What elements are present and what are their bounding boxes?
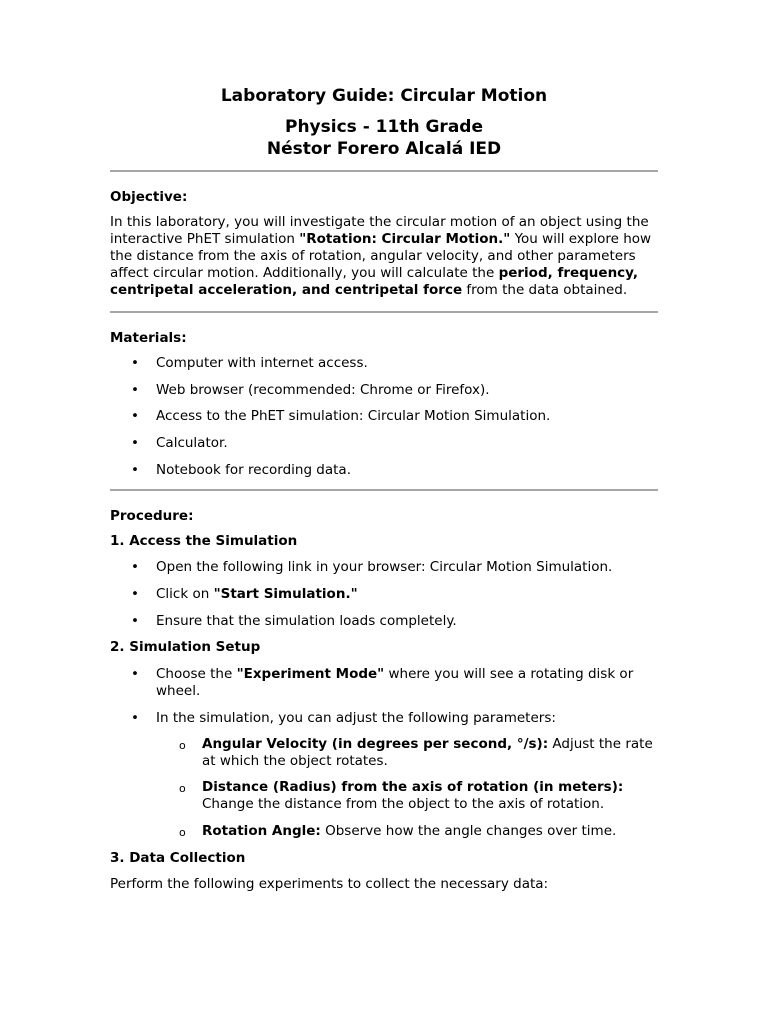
divider xyxy=(110,489,658,491)
materials-list xyxy=(110,355,658,479)
item-text: Adjust the rate at which the object rotates. xyxy=(202,735,653,769)
item-text: In the simulation, you can adjust the following parameters: xyxy=(156,709,556,726)
document-content xyxy=(110,84,658,905)
item-bold: Distance (Radius) from the axis of rotation (in meters): xyxy=(202,779,624,796)
list-item: • Web browser (recommended: Chrome or Firefox). xyxy=(110,382,658,399)
list-item: • Computer with internet access. xyxy=(110,355,658,372)
sub-list-item xyxy=(110,736,658,770)
objective-text-2: You will explore how the distance from the axis of rotation, angular velocity, and other parameters affect circular motion. Additionally, you will calculate the xyxy=(110,231,652,281)
item-text: Observe how the angle changes over time. xyxy=(320,822,617,839)
divider xyxy=(110,170,658,172)
list-item xyxy=(110,586,658,603)
list-item: • Access to the PhET simulation: Circular Motion Simulation. xyxy=(110,408,658,425)
document-subtitle-line2: Néstor Forero Alcalá IED xyxy=(266,139,502,159)
parameters-sublist xyxy=(156,736,658,840)
document-subtitle-line1: Physics - 11th Grade xyxy=(285,117,483,137)
item-bold: "Experiment Mode" xyxy=(236,665,385,682)
objective-bold-2: period, frequency, centripetal acceleration, and centripetal force xyxy=(110,265,639,298)
item-text: where you will see a rotating disk or wheel. xyxy=(156,665,634,699)
step3-text: Perform the following experiments to collect the necessary data: xyxy=(110,876,549,893)
objective-heading: Objective: xyxy=(110,189,188,205)
sub-list-item xyxy=(110,823,658,840)
list-item: • Open the following link in your browser: Circular Motion Simulation. xyxy=(110,559,658,576)
divider xyxy=(110,311,658,313)
list-item: • Ensure that the simulation loads completely. xyxy=(110,613,658,630)
objective-text-1: In this laboratory, you will investigate the circular motion of an object using the interactive PhET simulation xyxy=(110,214,649,247)
step2-list xyxy=(110,666,658,840)
objective-text-3: from the data obtained. xyxy=(462,282,628,298)
step1-list xyxy=(110,559,658,629)
materials-heading: Materials: xyxy=(110,330,187,346)
step1-title: 1. Access the Simulation xyxy=(110,532,298,549)
objective-paragraph xyxy=(110,214,658,299)
item-text: Click on xyxy=(156,585,214,602)
objective-bold-1: "Rotation: Circular Motion." xyxy=(299,231,511,247)
item-bold: Rotation Angle: xyxy=(202,822,321,839)
sub-list-item xyxy=(110,779,658,813)
procedure-heading: Procedure: xyxy=(110,507,194,524)
list-item xyxy=(110,666,658,700)
list-item xyxy=(110,710,658,840)
step3-title: 3. Data Collection xyxy=(110,849,246,866)
list-item: • Calculator. xyxy=(110,435,658,452)
list-item: • Notebook for recording data. xyxy=(110,462,658,479)
item-bold: "Start Simulation." xyxy=(213,585,358,602)
item-bold: Angular Velocity (in degrees per second, °/s): xyxy=(202,735,549,752)
step2-title: 2. Simulation Setup xyxy=(110,639,261,656)
item-text: Change the distance from the object to the axis of rotation. xyxy=(202,796,605,813)
document-title: Laboratory Guide: Circular Motion xyxy=(220,86,548,106)
item-text: Choose the xyxy=(156,665,237,682)
